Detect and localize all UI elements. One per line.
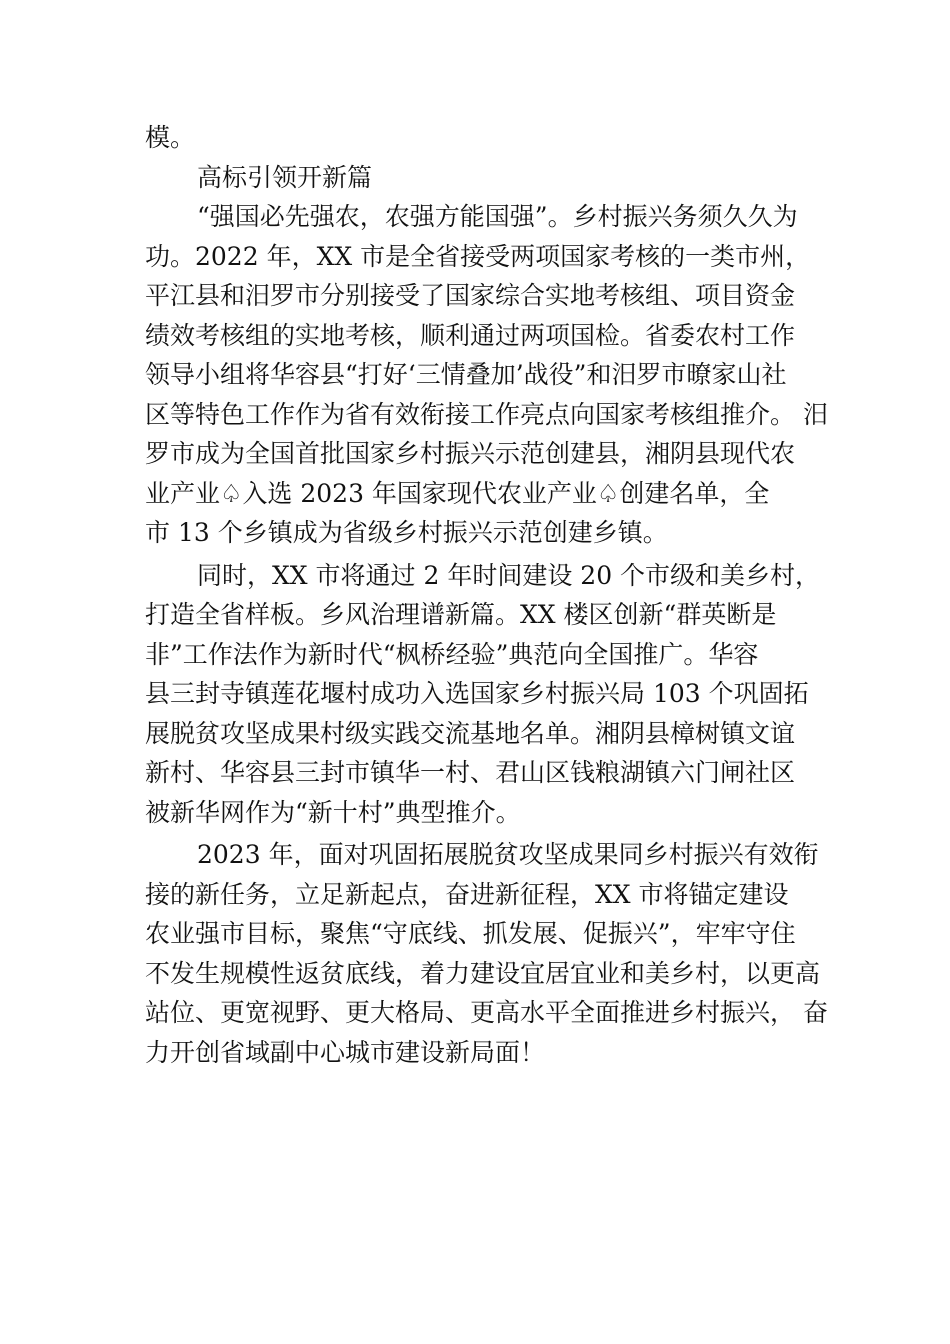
paragraph-line: “强国必先强农，农强方能国强”。乡村振兴务须久久为 [197,202,798,231]
paragraph-line: 非”工作法作为新时代“枫桥经验”典范向全国推广。华容 [145,639,759,669]
paragraph-1 [145,197,828,553]
paragraph-line: 2023 年，面对巩固拓展脱贫攻坚成果同乡村振兴有效衔 [197,840,819,869]
paragraph-line: 功。2022 年，XX 市是全省接受两项国家考核的一类市州， [145,241,811,271]
paragraph-line: 区等特色工作作为省有效衔接工作亮点向国家考核组推介。 汨 [145,399,828,429]
paragraph-line: 平江县和汨罗市分别接受了国家综合实地考核组、项目资金 [145,281,796,310]
paragraph-line: 新村、华容县三封市镇华一村、君山区钱粮湖镇六门闸社区 [145,758,796,787]
paragraph-3 [145,835,828,1072]
paragraph-line: 接的新任务，立足新起点，奋进新征程，XX 市将锚定建设 [145,879,789,909]
paragraph-line: 展脱贫攻坚成果村级实践交流基地名单。湘阴县樟树镇文谊 [145,718,796,748]
paragraph-line: 农业强市目标，聚焦“守底线、抓发展、促振兴”，牢牢守住 [145,919,796,948]
paragraph-line: 站位、更宽视野、更大格局、更高水平全面推进乡村振兴， 奋 [145,998,828,1027]
paragraph-line: 县三封寺镇莲花堰村成功入选国家乡村振兴局 103 个巩固拓 [145,679,809,708]
paragraph-line: 绩效考核组的实地考核，顺利通过两项国检。省委农村工作 [145,320,796,350]
paragraph-line: 打造全省样板。乡风治理谱新篇。XX 楼区创新“群英断是 [145,600,777,629]
paragraph-line: 被新华网作为“新十村”典型推介。 [145,797,521,827]
paragraph-line: 罗市成为全国首批国家乡村振兴示范创建县，湘阴县现代农 [145,439,796,468]
paragraph-line: 不发生规模性返贫底线，着力建设宜居宜业和美乡村，以更高 [145,958,821,988]
paragraph-line: 同时，XX 市将通过 2 年时间建设 20 个市级和美乡村， [197,560,821,590]
paragraph-line: 力开创省域副中心城市建设新局面！ [145,1037,546,1067]
section-heading: 高标引领开新篇 [197,162,373,192]
paragraph-2 [145,556,821,833]
paragraph-line: 市 13 个乡镇成为省级乡村振兴示范创建乡镇。 [145,518,668,547]
paragraph-line: 领导小组将华容县“打好‘三情叠加’战役”和汨罗市暸家山社 [145,360,787,389]
paragraph-line: 业产业♤入选 2023 年国家现代农业产业♤创建名单，全 [145,478,770,508]
document-body [145,118,828,1072]
continuation-line: 模。 [145,123,196,152]
